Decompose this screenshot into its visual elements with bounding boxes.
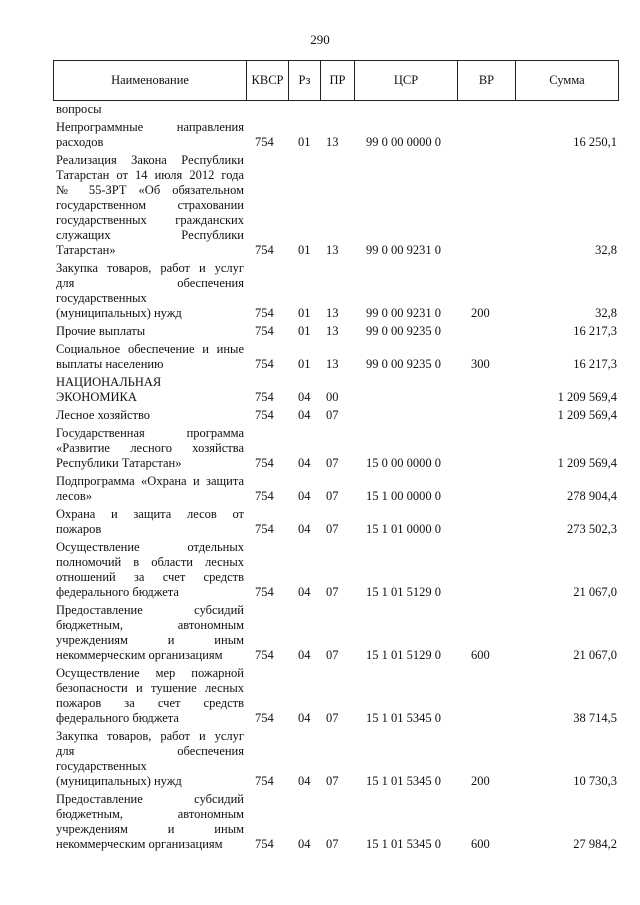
row-name-line: отношений за счет средств [56, 570, 244, 584]
row-name-line: безопасности и тушение лесных [56, 681, 244, 695]
row-rz: 01 [298, 306, 311, 320]
row-name-line: Татарстан от 14 июля 2012 года [56, 168, 244, 182]
row-csr: 15 1 01 5345 0 [366, 837, 441, 851]
row-name [56, 540, 244, 600]
table-row [53, 261, 619, 321]
row-name [56, 375, 244, 405]
table-row [53, 474, 619, 504]
row-sum: 21 067,0 [573, 585, 617, 599]
row-kvsr: 754 [255, 774, 274, 788]
row-name [56, 408, 244, 423]
row-name-line: лесов» [56, 489, 93, 503]
row-name-line: Закупка товаров, работ и услуг [56, 261, 244, 275]
row-pr: 07 [326, 408, 339, 422]
row-name-line: Государственная программа [56, 426, 244, 440]
row-rz: 04 [298, 585, 311, 599]
row-csr: 15 1 01 5345 0 [366, 711, 441, 725]
row-sum: 278 904,4 [567, 489, 617, 503]
row-rz: 04 [298, 390, 311, 404]
row-csr: 99 0 00 9235 0 [366, 324, 441, 338]
row-name [56, 426, 244, 471]
row-sum: 38 714,5 [573, 711, 617, 725]
row-csr: 99 0 00 9235 0 [366, 357, 441, 371]
row-pr: 13 [326, 135, 339, 149]
header-csr: ЦСР [354, 61, 457, 100]
row-kvsr: 754 [255, 135, 274, 149]
row-pr: 07 [326, 837, 339, 851]
row-pr: 00 [326, 390, 339, 404]
row-name-line: ЭКОНОМИКА [56, 390, 137, 404]
table-row [53, 153, 619, 258]
row-name-line: НАЦИОНАЛЬНАЯ [56, 375, 162, 389]
row-pr: 07 [326, 522, 339, 536]
table-row [53, 408, 619, 423]
row-vr: 600 [471, 648, 490, 662]
row-sum: 273 502,3 [567, 522, 617, 536]
row-rz: 01 [298, 243, 311, 257]
row-pr: 07 [326, 711, 339, 725]
row-rz: 01 [298, 324, 311, 338]
row-name [56, 261, 244, 321]
row-sum: 16 217,3 [573, 324, 617, 338]
row-name-line: Непрограммные направления [56, 120, 244, 134]
row-pr: 13 [326, 306, 339, 320]
row-name [56, 507, 244, 537]
row-name-line: государственных [56, 759, 147, 773]
row-name-line: Прочие выплаты [56, 324, 146, 338]
row-sum: 32,8 [595, 306, 617, 320]
row-name-line: № 55-ЗРТ «Об обязательном [56, 183, 244, 197]
row-name-line: пожаров за счет средств [56, 696, 244, 710]
table-row [53, 603, 619, 663]
row-rz: 04 [298, 522, 311, 536]
row-name-line: федерального бюджета [56, 585, 179, 599]
row-name-line: государственных гражданских [56, 213, 244, 227]
row-pr: 13 [326, 357, 339, 371]
row-name-line: Республики Татарстан» [56, 456, 182, 470]
row-rz: 04 [298, 774, 311, 788]
row-kvsr: 754 [255, 489, 274, 503]
row-rz: 04 [298, 456, 311, 470]
row-pr: 07 [326, 774, 339, 788]
row-name [56, 792, 244, 852]
row-rz: 04 [298, 408, 311, 422]
row-name-line: государственном страховании [56, 198, 244, 212]
row-kvsr: 754 [255, 243, 274, 257]
row-kvsr: 754 [255, 711, 274, 725]
row-name-line: Лесное хозяйство [56, 408, 151, 422]
row-sum: 16 217,3 [573, 357, 617, 371]
row-name [56, 102, 244, 117]
row-name [56, 120, 244, 150]
row-sum: 1 209 569,4 [557, 456, 617, 470]
row-name-line: федерального бюджета [56, 711, 179, 725]
row-name-line: учреждениям и иным [56, 633, 244, 647]
row-sum: 21 067,0 [573, 648, 617, 662]
row-sum: 10 730,3 [573, 774, 617, 788]
row-kvsr: 754 [255, 522, 274, 536]
table-row [53, 729, 619, 789]
row-kvsr: 754 [255, 324, 274, 338]
row-name-line: (муниципальных) нужд [56, 306, 182, 320]
row-name [56, 474, 244, 504]
row-name-line: Охрана и защита лесов от [56, 507, 244, 521]
row-name-line: Осуществление мер пожарной [56, 666, 244, 680]
header-vr: ВР [457, 61, 515, 100]
row-vr: 300 [471, 357, 490, 371]
table-row [53, 666, 619, 726]
row-name-line: вопросы [56, 102, 102, 116]
row-csr: 15 1 01 5129 0 [366, 648, 441, 662]
row-name-line: полномочий в области лесных [56, 555, 244, 569]
row-csr: 99 0 00 0000 0 [366, 135, 441, 149]
row-name-line: (муниципальных) нужд [56, 774, 182, 788]
row-name-line: учреждениям и иным [56, 822, 244, 836]
table-header [53, 60, 619, 101]
row-name [56, 666, 244, 726]
row-vr: 200 [471, 774, 490, 788]
table-row [53, 342, 619, 372]
row-kvsr: 754 [255, 390, 274, 404]
row-name-line: для обеспечения [56, 744, 244, 758]
row-pr: 13 [326, 243, 339, 257]
row-pr: 07 [326, 489, 339, 503]
row-name-line: Татарстан» [56, 243, 116, 257]
row-rz: 04 [298, 837, 311, 851]
row-name [56, 153, 244, 258]
row-name-line: Реализация Закона Республики [56, 153, 244, 167]
row-name-line: расходов [56, 135, 104, 149]
row-sum: 16 250,1 [573, 135, 617, 149]
header-name: Наименование [111, 73, 189, 87]
header-sum: Сумма [515, 61, 618, 100]
row-sum: 32,8 [595, 243, 617, 257]
row-kvsr: 754 [255, 357, 274, 371]
header-pr: ПР [320, 61, 354, 100]
row-name-line: Предоставление субсидий [56, 792, 244, 806]
row-name-line: некоммерческим организациям [56, 837, 223, 851]
row-kvsr: 754 [255, 408, 274, 422]
row-pr: 13 [326, 324, 339, 338]
row-vr: 200 [471, 306, 490, 320]
row-name [56, 729, 244, 789]
table-row [53, 540, 619, 600]
row-sum: 1 209 569,4 [557, 408, 617, 422]
row-rz: 04 [298, 489, 311, 503]
row-name-line: государственных [56, 291, 147, 305]
row-csr: 15 1 01 5129 0 [366, 585, 441, 599]
row-name-line: «Развитие лесного хозяйства [56, 441, 244, 455]
header-rz: Рз [288, 61, 320, 100]
row-pr: 07 [326, 585, 339, 599]
row-rz: 01 [298, 135, 311, 149]
table-row [53, 792, 619, 852]
table-row [53, 324, 619, 339]
row-kvsr: 754 [255, 648, 274, 662]
row-name-line: Закупка товаров, работ и услуг [56, 729, 244, 743]
row-kvsr: 754 [255, 306, 274, 320]
row-name [56, 342, 244, 372]
row-rz: 01 [298, 357, 311, 371]
row-name-line: выплаты населению [56, 357, 164, 371]
page-number: 290 [310, 32, 330, 47]
row-name-line: Осуществление отдельных [56, 540, 244, 554]
row-name-line: бюджетным, автономным [56, 807, 244, 821]
row-kvsr: 754 [255, 837, 274, 851]
row-name-line: Подпрограмма «Охрана и защита [56, 474, 244, 488]
table-row [53, 120, 619, 150]
table-row [53, 375, 619, 405]
row-name-line: служащих Республики [56, 228, 244, 242]
header-kvsr: КВСР [246, 61, 288, 100]
row-rz: 04 [298, 648, 311, 662]
row-csr: 99 0 00 9231 0 [366, 243, 441, 257]
row-pr: 07 [326, 648, 339, 662]
row-kvsr: 754 [255, 585, 274, 599]
row-kvsr: 754 [255, 456, 274, 470]
row-name-line: бюджетным, автономным [56, 618, 244, 632]
row-csr: 15 1 01 5345 0 [366, 774, 441, 788]
row-pr: 07 [326, 456, 339, 470]
row-csr: 15 1 00 0000 0 [366, 489, 441, 503]
row-name-line: Социальное обеспечение и иные [56, 342, 244, 356]
table-row [53, 507, 619, 537]
table-row [53, 426, 619, 471]
row-name-line: Предоставление субсидий [56, 603, 244, 617]
row-csr: 99 0 00 9231 0 [366, 306, 441, 320]
row-rz: 04 [298, 711, 311, 725]
row-name [56, 324, 244, 339]
row-name-line: для обеспечения [56, 276, 244, 290]
row-sum: 1 209 569,4 [557, 390, 617, 404]
row-vr: 600 [471, 837, 490, 851]
row-name-line: пожаров [56, 522, 102, 536]
table-row [53, 102, 619, 117]
row-name-line: некоммерческим организациям [56, 648, 223, 662]
row-csr: 15 1 01 0000 0 [366, 522, 441, 536]
row-name [56, 603, 244, 663]
row-csr: 15 0 00 0000 0 [366, 456, 441, 470]
row-sum: 27 984,2 [573, 837, 617, 851]
